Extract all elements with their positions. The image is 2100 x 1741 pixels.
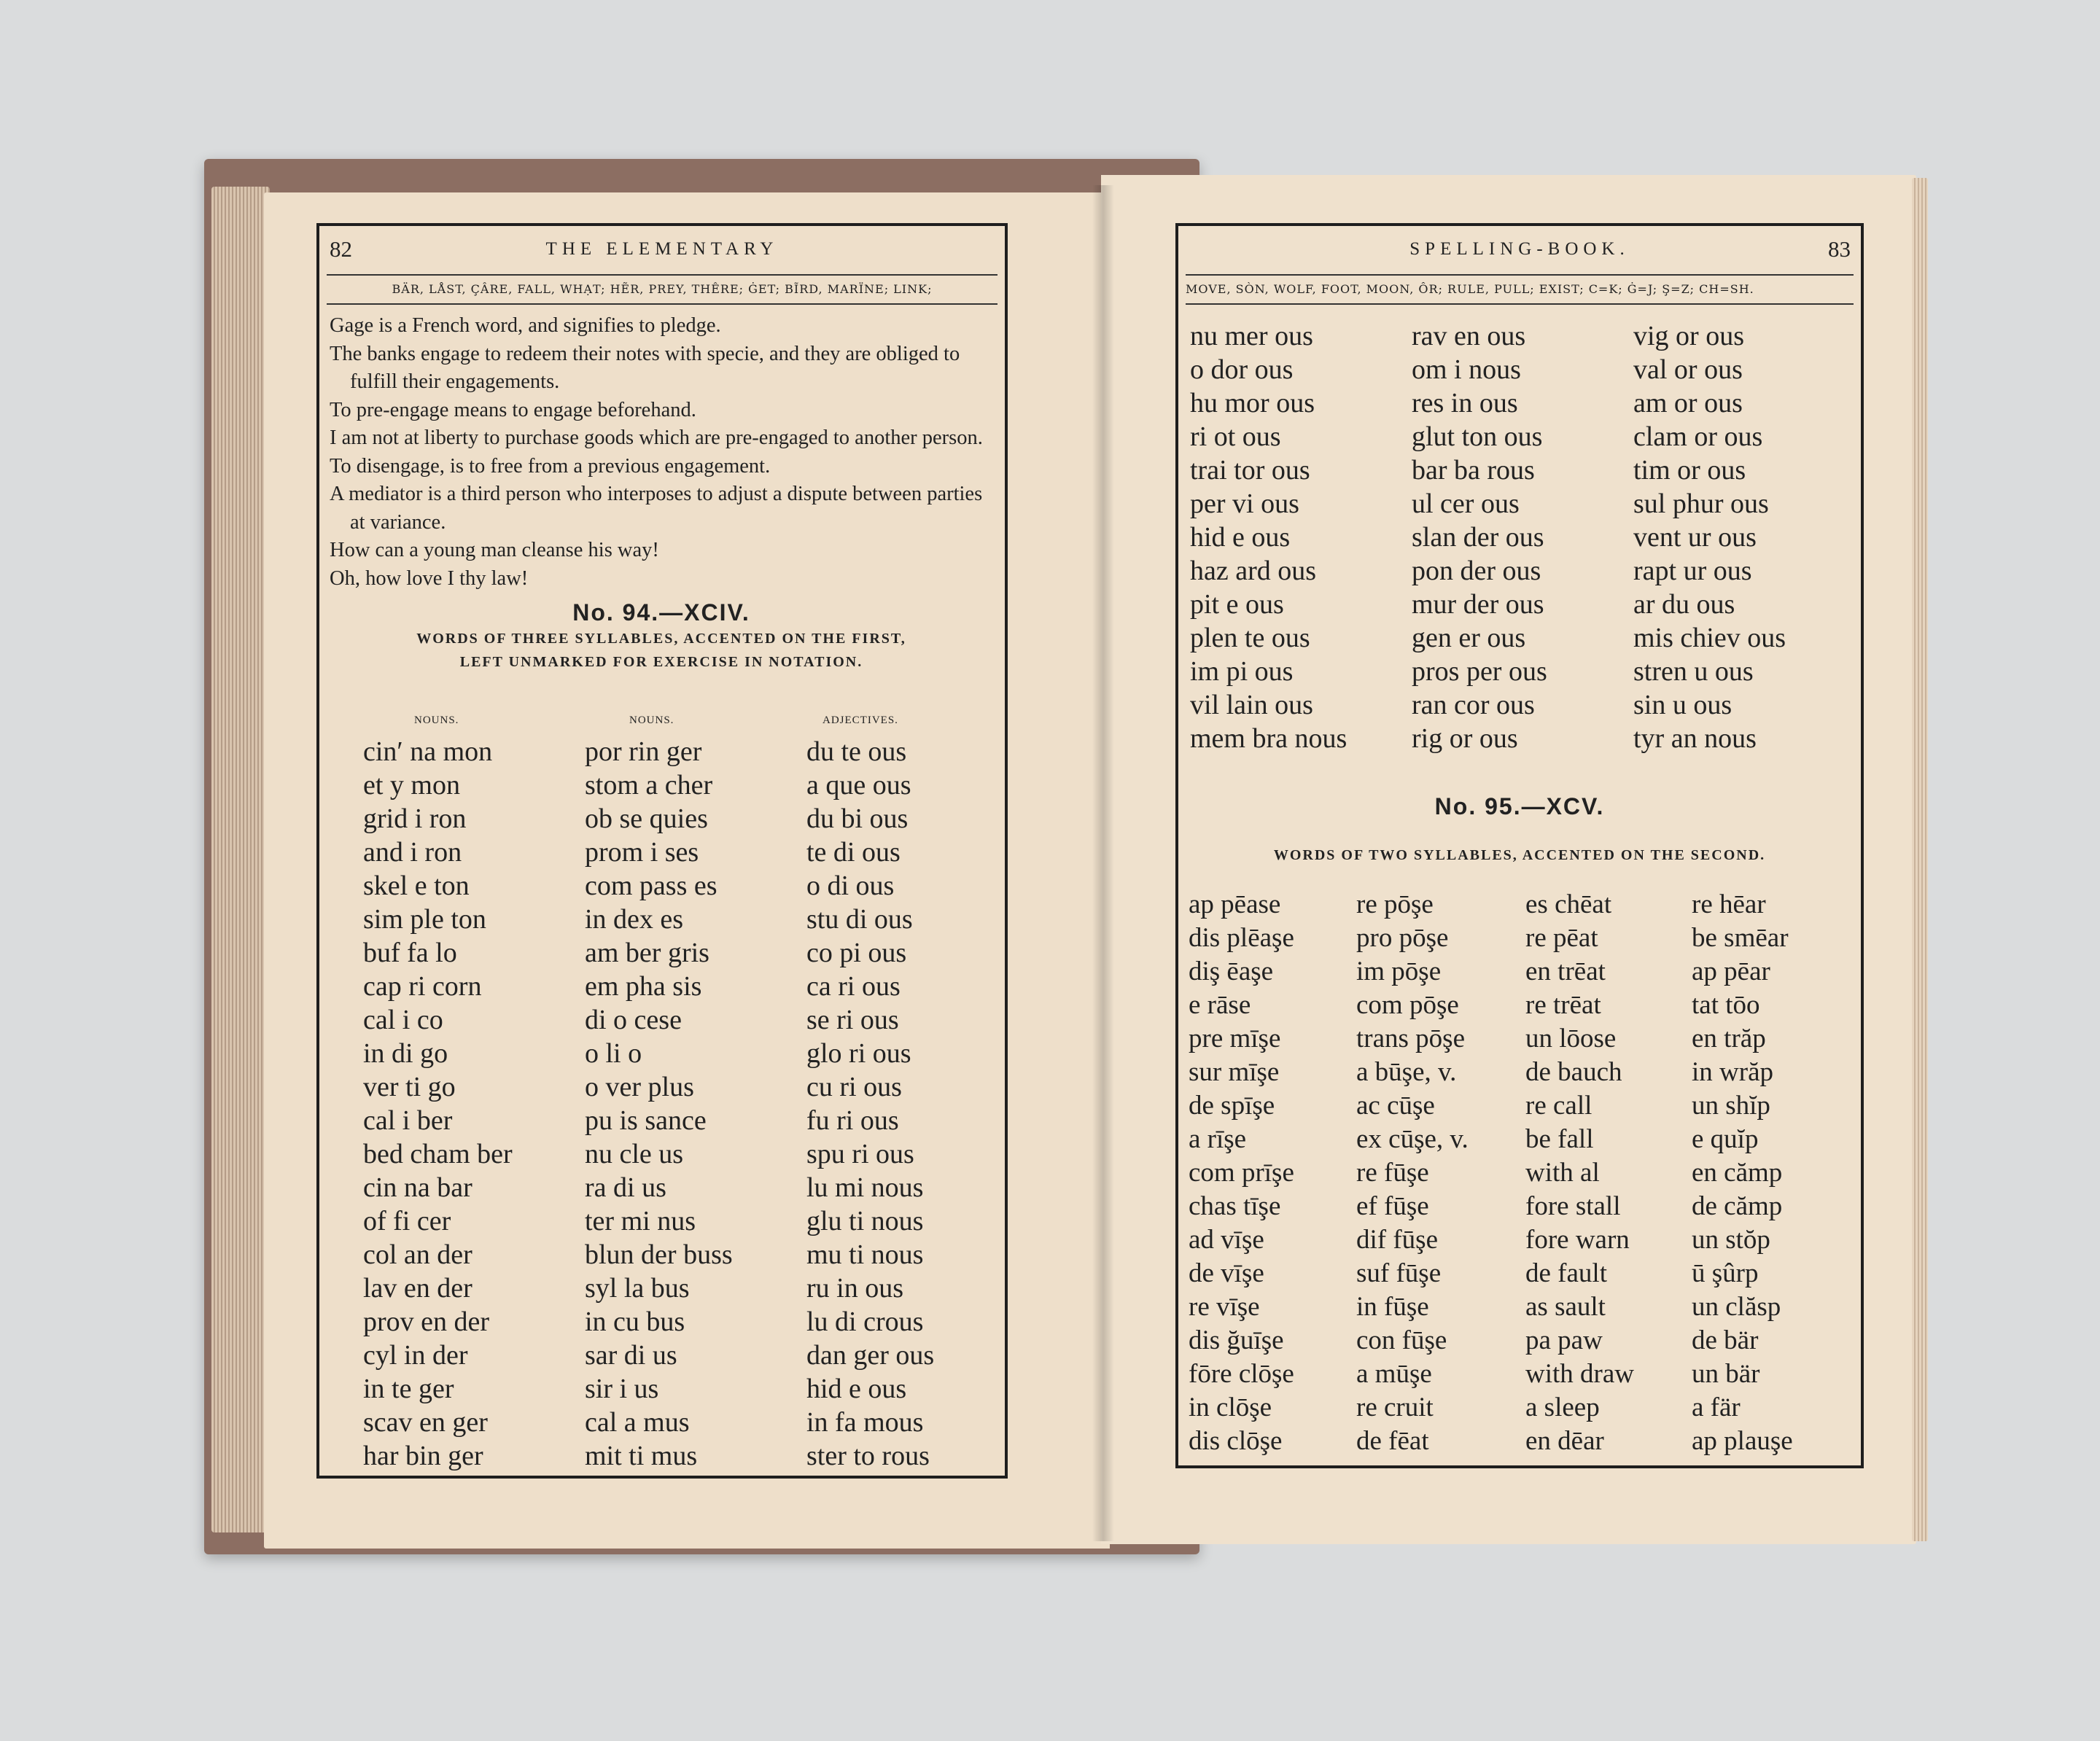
left-page-frame (316, 223, 1008, 1479)
word-entry: of fi cer (363, 1206, 451, 1236)
word-entry: en trēat (1525, 957, 1606, 986)
word-entry: co pi ous (806, 938, 907, 968)
word-entry: com pōşe (1356, 990, 1459, 1020)
word-entry: a que ous (806, 770, 911, 801)
word-entry: stom a cher (585, 770, 713, 801)
word-entry: o li o (585, 1038, 642, 1069)
prose-line: How can a young man cleanse his way! (330, 539, 659, 561)
word-entry: de bauch (1525, 1057, 1622, 1087)
word-entry: chas tīşe (1189, 1191, 1281, 1221)
word-entry: in dex es (585, 904, 684, 935)
word-column (363, 735, 513, 1473)
page-edges-left (211, 187, 270, 1532)
word-entry: diş ēaşe (1189, 957, 1274, 986)
word-entry: be smēar (1692, 923, 1789, 953)
running-title: THE ELEMENTARY (545, 239, 779, 259)
word-entry: em pha sis (585, 971, 702, 1002)
word-column (1412, 319, 1547, 755)
word-entry: sul phur ous (1633, 488, 1769, 519)
word-entry: e quĭp (1692, 1124, 1759, 1154)
word-entry: o ver plus (585, 1072, 694, 1102)
word-entry: hu mor ous (1190, 388, 1315, 418)
word-entry: clam or ous (1633, 421, 1763, 452)
word-entry: ster to rous (806, 1441, 930, 1471)
word-entry: sir i us (585, 1374, 659, 1404)
word-entry: tyr an nous (1633, 723, 1757, 754)
word-entry: du te ous (806, 736, 907, 767)
word-entry: col an der (363, 1239, 472, 1270)
book-gutter (1092, 185, 1114, 1541)
word-entry: pa paw (1525, 1325, 1603, 1355)
word-entry: with al (1525, 1158, 1600, 1188)
word-entry: trans pōşe (1356, 1024, 1465, 1053)
right-page-frame (1175, 223, 1864, 1468)
prose-line: A mediator is a third person who interposes to adjust a dispute between parties at variance. (330, 483, 983, 534)
word-entry: vent ur ous (1633, 522, 1757, 553)
word-entry: mit ti mus (585, 1441, 698, 1471)
word-entry: dif fūşe (1356, 1225, 1438, 1255)
word-entry: val or ous (1633, 354, 1743, 385)
word-entry: re hēar (1692, 889, 1766, 919)
word-entry: fore stall (1525, 1191, 1621, 1221)
word-column (1190, 319, 1347, 755)
word-entry: ap plauşe (1692, 1426, 1793, 1456)
prose-line: I am not at liberty to purchase goods which are pre-engaged to another person. (330, 427, 983, 449)
word-entry: a fär (1692, 1393, 1741, 1422)
word-entry: ar du ous (1633, 589, 1735, 620)
prose-block (330, 312, 993, 674)
word-entry: hid e ous (806, 1374, 907, 1404)
word-entry: cu ri ous (806, 1072, 902, 1102)
word-entry: rapt ur ous (1633, 556, 1752, 586)
word-entry: be fall (1525, 1124, 1594, 1154)
word-entry: ad vīşe (1189, 1225, 1264, 1255)
word-entry: nu cle us (585, 1139, 684, 1169)
word-entry: am or ous (1633, 388, 1743, 418)
word-entry: pon der ous (1412, 556, 1541, 586)
word-entry: re cruit (1356, 1393, 1434, 1422)
word-entry: re vīşe (1189, 1292, 1260, 1322)
word-entry: de fault (1525, 1258, 1607, 1288)
word-entry: plen te ous (1190, 623, 1310, 653)
word-entry: cin′ na mon (363, 736, 493, 767)
word-entry: hid e ous (1190, 522, 1291, 553)
word-entry: re call (1525, 1091, 1592, 1121)
word-entry: haz ard ous (1190, 556, 1317, 586)
word-entry: mem bra nous (1190, 723, 1348, 754)
word-entry: am ber gris (585, 938, 709, 968)
word-column (806, 735, 934, 1473)
word-entry: re pōşe (1356, 889, 1434, 919)
word-entry: in te ger (363, 1374, 454, 1404)
word-entry: bar ba rous (1412, 455, 1535, 486)
word-entry: in cu bus (585, 1306, 685, 1337)
word-entry: cal i ber (363, 1105, 453, 1136)
word-entry: es chēat (1525, 889, 1612, 919)
word-entry: pros per ous (1412, 656, 1547, 687)
column-heading: NOUNS. (629, 714, 674, 726)
word-entry: en trăp (1692, 1024, 1766, 1053)
word-entry: se ri ous (806, 1005, 899, 1035)
word-entry: un stŏp (1692, 1225, 1770, 1255)
lesson-description: WORDS OF THREE SYLLABLES, ACCENTED ON THE FIRST, (416, 630, 906, 647)
word-entry: de fēat (1356, 1426, 1429, 1456)
word-entry: et y mon (363, 770, 460, 801)
word-entry: tim or ous (1633, 455, 1746, 486)
word-entry: un shĭp (1692, 1091, 1770, 1121)
word-entry: spu ri ous (806, 1139, 914, 1169)
word-entry: ob se quies (585, 803, 708, 834)
word-entry: gen er ous (1412, 623, 1526, 653)
word-entry: prom i ses (585, 837, 699, 868)
word-entry: di o cese (585, 1005, 682, 1035)
word-entry: com pass es (585, 870, 718, 901)
left-running-header (330, 236, 995, 262)
running-title: SPELLING-BOOK. (1409, 239, 1630, 259)
word-entry: and i ron (363, 837, 462, 868)
word-entry: te di ous (806, 837, 901, 868)
word-entry: slan der ous (1412, 522, 1544, 553)
word-entry: tat tōo (1692, 990, 1760, 1020)
word-entry: ri ot ous (1190, 421, 1281, 452)
word-entry: ru in ous (806, 1273, 903, 1304)
lesson-description: LEFT UNMARKED FOR EXERCISE IN NOTATION. (459, 653, 863, 670)
word-entry: ap pēar (1692, 957, 1770, 986)
word-entry: fu ri ous (806, 1105, 899, 1136)
word-entry: glut ton ous (1412, 421, 1543, 452)
word-entry: mu ti nous (806, 1239, 924, 1270)
prose-line: Gage is a French word, and signifies to pledge. (330, 314, 721, 337)
prose-line: To pre-engage means to engage beforehand. (330, 398, 696, 421)
lesson-description: WORDS OF TWO SYLLABLES, ACCENTED ON THE SECOND. (1273, 847, 1766, 863)
word-entry: sar di us (585, 1340, 677, 1371)
word-entry: stren u ous (1633, 656, 1754, 687)
word-entry: ver ti go (363, 1072, 456, 1102)
word-entry: blun der buss (585, 1239, 733, 1270)
word-entry: a mūşe (1356, 1359, 1432, 1389)
word-entry: un clăsp (1692, 1292, 1781, 1322)
word-entry: in clōşe (1189, 1393, 1272, 1422)
word-entry: cap ri corn (363, 971, 482, 1002)
word-entry: lav en der (363, 1273, 472, 1304)
word-entry: in wrăp (1692, 1057, 1773, 1087)
word-entry: sur mīşe (1189, 1057, 1280, 1087)
word-entry: un lōose (1525, 1024, 1617, 1053)
word-entry: mis chiev ous (1633, 623, 1786, 653)
page-number: 83 (1828, 236, 1851, 262)
word-entry: trai tor ous (1190, 455, 1310, 486)
word-entry: prov en der (363, 1306, 490, 1337)
word-entry: ter mi nus (585, 1206, 696, 1236)
word-entry: with draw (1525, 1359, 1634, 1389)
word-entry: in di go (363, 1038, 448, 1069)
word-entry: res in ous (1412, 388, 1518, 418)
word-entry: pu is sance (585, 1105, 707, 1136)
word-entry: skel e ton (363, 870, 470, 901)
word-entry: re pēat (1525, 923, 1598, 953)
word-entry: ex cūşe, v. (1356, 1124, 1469, 1154)
pronunciation-key: MOVE, SÒN, WOLF, FOOT, MOON, ÔR; RULE, PULL; EXIST; C=K; Ġ=J; Ş=Z; CH=SH. (1186, 274, 1854, 305)
word-entry: lu di crous (806, 1306, 924, 1337)
word-entry: ū şûrp (1692, 1258, 1759, 1288)
column-headings (319, 714, 1005, 732)
word-entry: sin u ous (1633, 690, 1732, 720)
word-entry: grid i ron (363, 803, 467, 834)
word-entry: lu mi nous (806, 1172, 924, 1203)
word-column (1189, 888, 1294, 1458)
word-entry: a sleep (1525, 1393, 1600, 1422)
word-entry: fōre clōşe (1189, 1359, 1294, 1389)
word-entry: pre mīşe (1189, 1024, 1281, 1053)
lesson-number: No. 94.—XCIV. (572, 599, 750, 626)
word-column (1692, 888, 1793, 1458)
word-entry: cin na bar (363, 1172, 472, 1203)
word-entry: pro pōşe (1356, 923, 1449, 953)
word-entry: rig or ous (1412, 723, 1518, 754)
column-heading: ADJECTIVES. (822, 714, 898, 726)
word-entry: de spīşe (1189, 1091, 1275, 1121)
word-entry: im pōşe (1356, 957, 1442, 986)
word-entry: syl la bus (585, 1273, 690, 1304)
word-entry: dis clōşe (1189, 1426, 1283, 1456)
word-entry: un bär (1692, 1359, 1760, 1389)
word-entry: cal i co (363, 1005, 443, 1035)
word-entry: glo ri ous (806, 1038, 911, 1069)
word-entry: glu ti nous (806, 1206, 924, 1236)
word-entry: nu mer ous (1190, 321, 1313, 351)
word-entry: con fūşe (1356, 1325, 1447, 1355)
word-entry: ca ri ous (806, 971, 901, 1002)
word-entry: mur der ous (1412, 589, 1544, 620)
page-edges-right (1912, 178, 1928, 1541)
word-entry: pit e ous (1190, 589, 1284, 620)
column-heading: NOUNS. (414, 714, 459, 726)
word-entry: in fa mous (806, 1407, 924, 1438)
word-column (1356, 888, 1469, 1458)
word-entry: fore warn (1525, 1225, 1630, 1255)
word-entry: ul cer ous (1412, 488, 1520, 519)
right-running-header (1189, 236, 1851, 262)
word-column (1633, 319, 1786, 755)
word-entry: cyl in der (363, 1340, 468, 1371)
prose-line: To disengage, is to free from a previous engagement. (330, 454, 771, 478)
word-column (1525, 888, 1634, 1458)
word-entry: suf fūşe (1356, 1258, 1442, 1288)
word-entry: o di ous (806, 870, 895, 901)
word-entry: de vīşe (1189, 1258, 1264, 1288)
word-entry: en dēar (1525, 1426, 1604, 1456)
word-entry: a rīşe (1189, 1124, 1247, 1154)
word-entry: ac cūşe (1356, 1091, 1435, 1121)
word-entry: om i nous (1412, 354, 1521, 385)
word-entry: stu di ous (806, 904, 913, 935)
word-entry: du bi ous (806, 803, 909, 834)
word-entry: re trēat (1525, 990, 1601, 1020)
word-entry: buf fa lo (363, 938, 457, 968)
word-entry: as sault (1525, 1292, 1606, 1322)
word-entry: o dor ous (1190, 354, 1294, 385)
word-entry: ap pēase (1189, 889, 1281, 919)
word-entry: ra di us (585, 1172, 666, 1203)
page-number: 82 (330, 236, 352, 262)
prose-line: The banks engage to redeem their notes with specie, and they are obliged to fulfill their engagements. (330, 342, 960, 393)
word-entry: vil lain ous (1190, 690, 1313, 720)
open-book (191, 156, 1926, 1565)
word-entry: vig or ous (1633, 321, 1744, 351)
lesson-number: No. 95.—XCV. (1434, 793, 1605, 819)
word-entry: com prīşe (1189, 1158, 1294, 1188)
word-entry: dis ğuīşe (1189, 1325, 1284, 1355)
word-entry: scav en ger (363, 1407, 488, 1438)
word-entry: ef fūşe (1356, 1191, 1429, 1221)
word-entry: rav en ous (1412, 321, 1526, 351)
word-entry: im pi ous (1190, 656, 1294, 687)
word-entry: de cămp (1692, 1191, 1783, 1221)
pronunciation-key: BÄR, LÅST, ÇÂRE, FALL, WHẠT; HẼR, PREY, THÊRE; ĠET; BĨRD, MARÏNE; LINK; (327, 274, 998, 305)
word-entry: dan ger ous (806, 1340, 935, 1371)
word-entry: bed cham ber (363, 1139, 513, 1169)
word-entry: sim ple ton (363, 904, 486, 935)
word-entry: cal a mus (585, 1407, 690, 1438)
word-entry: per vi ous (1190, 488, 1299, 519)
word-entry: a būşe, v. (1356, 1057, 1457, 1087)
prose-line: Oh, how love I thy law! (330, 566, 529, 590)
word-column (585, 735, 733, 1473)
word-entry: re fūşe (1356, 1158, 1429, 1188)
word-entry: en cămp (1692, 1158, 1783, 1188)
word-entry: de bär (1692, 1325, 1759, 1355)
word-entry: ran cor ous (1412, 690, 1535, 720)
word-entry: dis plēaşe (1189, 923, 1294, 953)
word-entry: har bin ger (363, 1441, 483, 1471)
word-entry: in fūşe (1356, 1292, 1429, 1322)
word-entry: por rin ger (585, 736, 702, 767)
word-entry: e rāse (1189, 990, 1251, 1020)
